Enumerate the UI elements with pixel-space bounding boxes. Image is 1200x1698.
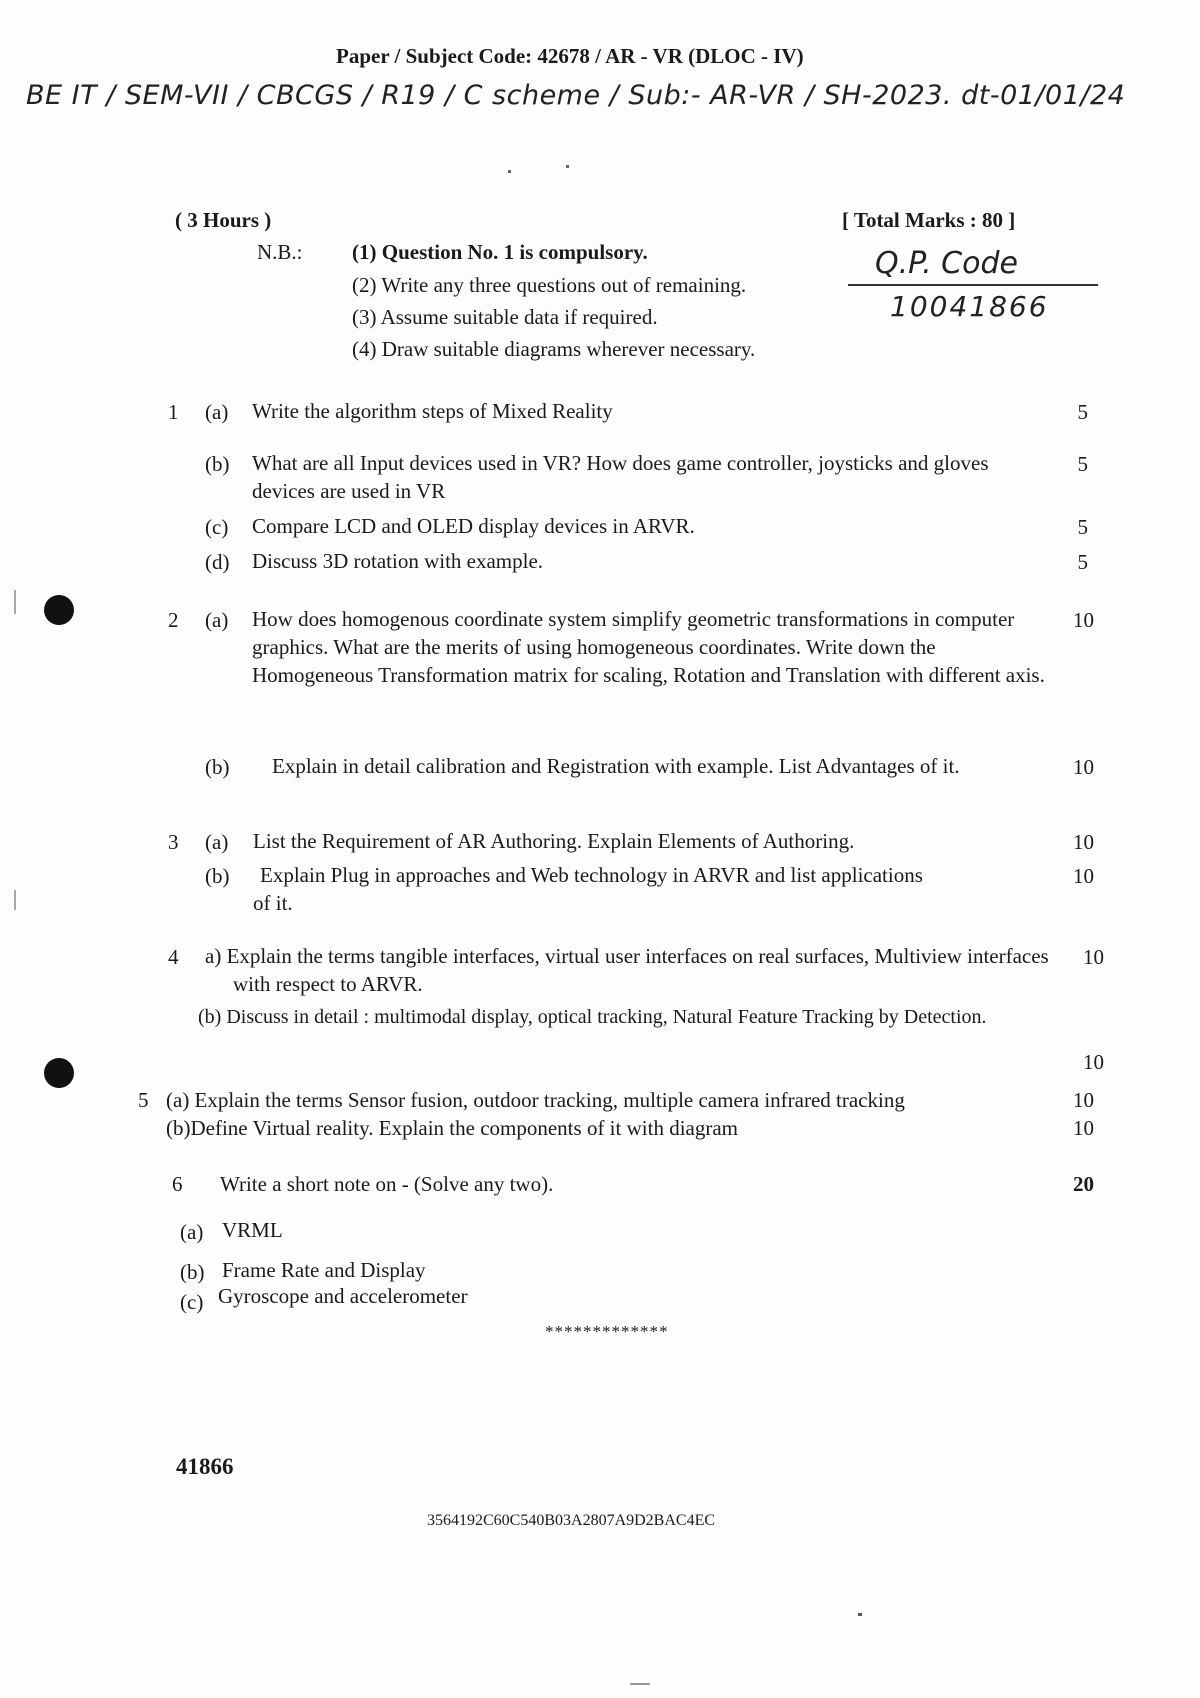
q4a-text: a) Explain the terms tangible interfaces, virtual user interfaces on real surfaces, Multiview interfaces with respect to ARVR. bbox=[205, 944, 1049, 996]
punch-hole-top bbox=[44, 595, 74, 625]
hash-code: 3564192C60C540B03A2807A9D2BAC4EC bbox=[427, 1512, 716, 1529]
q6-text: Write a short note on - (Solve any two). bbox=[220, 1172, 554, 1196]
qp-code-value: 10041866 bbox=[890, 290, 1049, 323]
q2a-text: How does homogenous coordinate system simplify geometric transformations in computer graphics. What are the merits of using homogeneous coordinates. Write down the Homogeneous Transformation matrix for scaling, Rotation and Translation with different axis. bbox=[252, 607, 1045, 687]
q5a-marks: 10 bbox=[1073, 1088, 1094, 1112]
instruction-4: (4) Draw suitable diagrams wherever necessary. bbox=[352, 337, 756, 361]
q4a-marks: 10 bbox=[1083, 945, 1104, 969]
q6b-text: Frame Rate and Display bbox=[222, 1258, 426, 1282]
speckle bbox=[14, 590, 16, 614]
q3a-marks: 10 bbox=[1073, 830, 1094, 854]
handwritten-header: BE IT / SEM-VII / CBCGS / R19 / C scheme / Sub:- AR-VR / SH-2023. dt-01/01/24 bbox=[26, 80, 1126, 111]
q1b-label: (b) bbox=[205, 452, 230, 476]
q2-number: 2 bbox=[168, 608, 179, 632]
q1b-marks: 5 bbox=[1077, 452, 1088, 476]
q6a-label: (a) bbox=[180, 1220, 204, 1244]
end-stars: ************* bbox=[545, 1322, 669, 1341]
q3b-text: Explain Plug in approaches and Web technology in ARVR and list applications of it. bbox=[253, 863, 923, 915]
instruction-1: (1) Question No. 1 is compulsory. bbox=[352, 240, 648, 264]
nb-label: N.B.: bbox=[257, 240, 303, 264]
q3b-label: (b) bbox=[205, 864, 230, 888]
q2b-label: (b) bbox=[205, 755, 230, 779]
q4b-marks: 10 bbox=[1083, 1050, 1104, 1074]
instruction-3: (3) Assume suitable data if required. bbox=[352, 305, 658, 329]
q6-marks: 20 bbox=[1073, 1172, 1094, 1196]
q3-number: 3 bbox=[168, 830, 179, 854]
q3b-marks: 10 bbox=[1073, 864, 1094, 888]
q1b-text: What are all Input devices used in VR? How does game controller, joysticks and gloves devices are used in VR bbox=[252, 451, 989, 503]
q1a-label: (a) bbox=[205, 400, 229, 424]
q2b-marks: 10 bbox=[1073, 755, 1094, 779]
speckle bbox=[858, 1613, 862, 1616]
q1c-marks: 5 bbox=[1077, 515, 1088, 539]
qp-code-underline bbox=[848, 284, 1098, 286]
speckle bbox=[14, 890, 16, 910]
total-marks: [ Total Marks : 80 ] bbox=[842, 208, 1016, 232]
q5-number: 5 bbox=[138, 1088, 149, 1112]
duration: ( 3 Hours ) bbox=[175, 208, 272, 232]
q6-number: 6 bbox=[172, 1172, 183, 1196]
q6c-label: (c) bbox=[180, 1290, 204, 1314]
q1d-text: Discuss 3D rotation with example. bbox=[252, 549, 544, 573]
q2a-label: (a) bbox=[205, 608, 229, 632]
q1-number: 1 bbox=[168, 400, 179, 424]
speckle bbox=[508, 170, 511, 173]
q2a-marks: 10 bbox=[1073, 608, 1094, 632]
instruction-2: (2) Write any three questions out of remaining. bbox=[352, 273, 747, 297]
q4b-text: (b) Discuss in detail : multimodal display, optical tracking, Natural Feature Tracking by Detection. bbox=[198, 1006, 987, 1028]
q3a-text: List the Requirement of AR Authoring. Explain Elements of Authoring. bbox=[253, 829, 855, 853]
q2b-text: Explain in detail calibration and Registration with example. List Advantages of it. bbox=[272, 754, 960, 778]
qp-code-label: Q.P. Code bbox=[875, 246, 1018, 281]
speckle bbox=[566, 165, 569, 168]
q1d-marks: 5 bbox=[1077, 550, 1088, 574]
paper-number: 41866 bbox=[176, 1454, 234, 1479]
q6b-label: (b) bbox=[180, 1260, 205, 1284]
paper-code: Paper / Subject Code: 42678 / AR - VR (DLOC - IV) bbox=[336, 44, 804, 68]
q5b-marks: 10 bbox=[1073, 1116, 1094, 1140]
q1a-marks: 5 bbox=[1077, 400, 1088, 424]
q6c-text: Gyroscope and accelerometer bbox=[218, 1284, 468, 1308]
q6a-text: VRML bbox=[222, 1218, 283, 1242]
q4-number: 4 bbox=[168, 945, 179, 969]
q1c-label: (c) bbox=[205, 515, 229, 539]
punch-hole-bottom bbox=[44, 1058, 74, 1088]
q5b-text: (b)Define Virtual reality. Explain the components of it with diagram bbox=[166, 1116, 738, 1140]
q1a-text: Write the algorithm steps of Mixed Reality bbox=[252, 399, 613, 423]
q1c-text: Compare LCD and OLED display devices in ARVR. bbox=[252, 514, 695, 538]
q1d-label: (d) bbox=[205, 550, 230, 574]
speckle bbox=[630, 1683, 650, 1685]
q3a-label: (a) bbox=[205, 830, 229, 854]
q5a-text: (a) Explain the terms Sensor fusion, outdoor tracking, multiple camera infrared tracking bbox=[166, 1088, 905, 1112]
